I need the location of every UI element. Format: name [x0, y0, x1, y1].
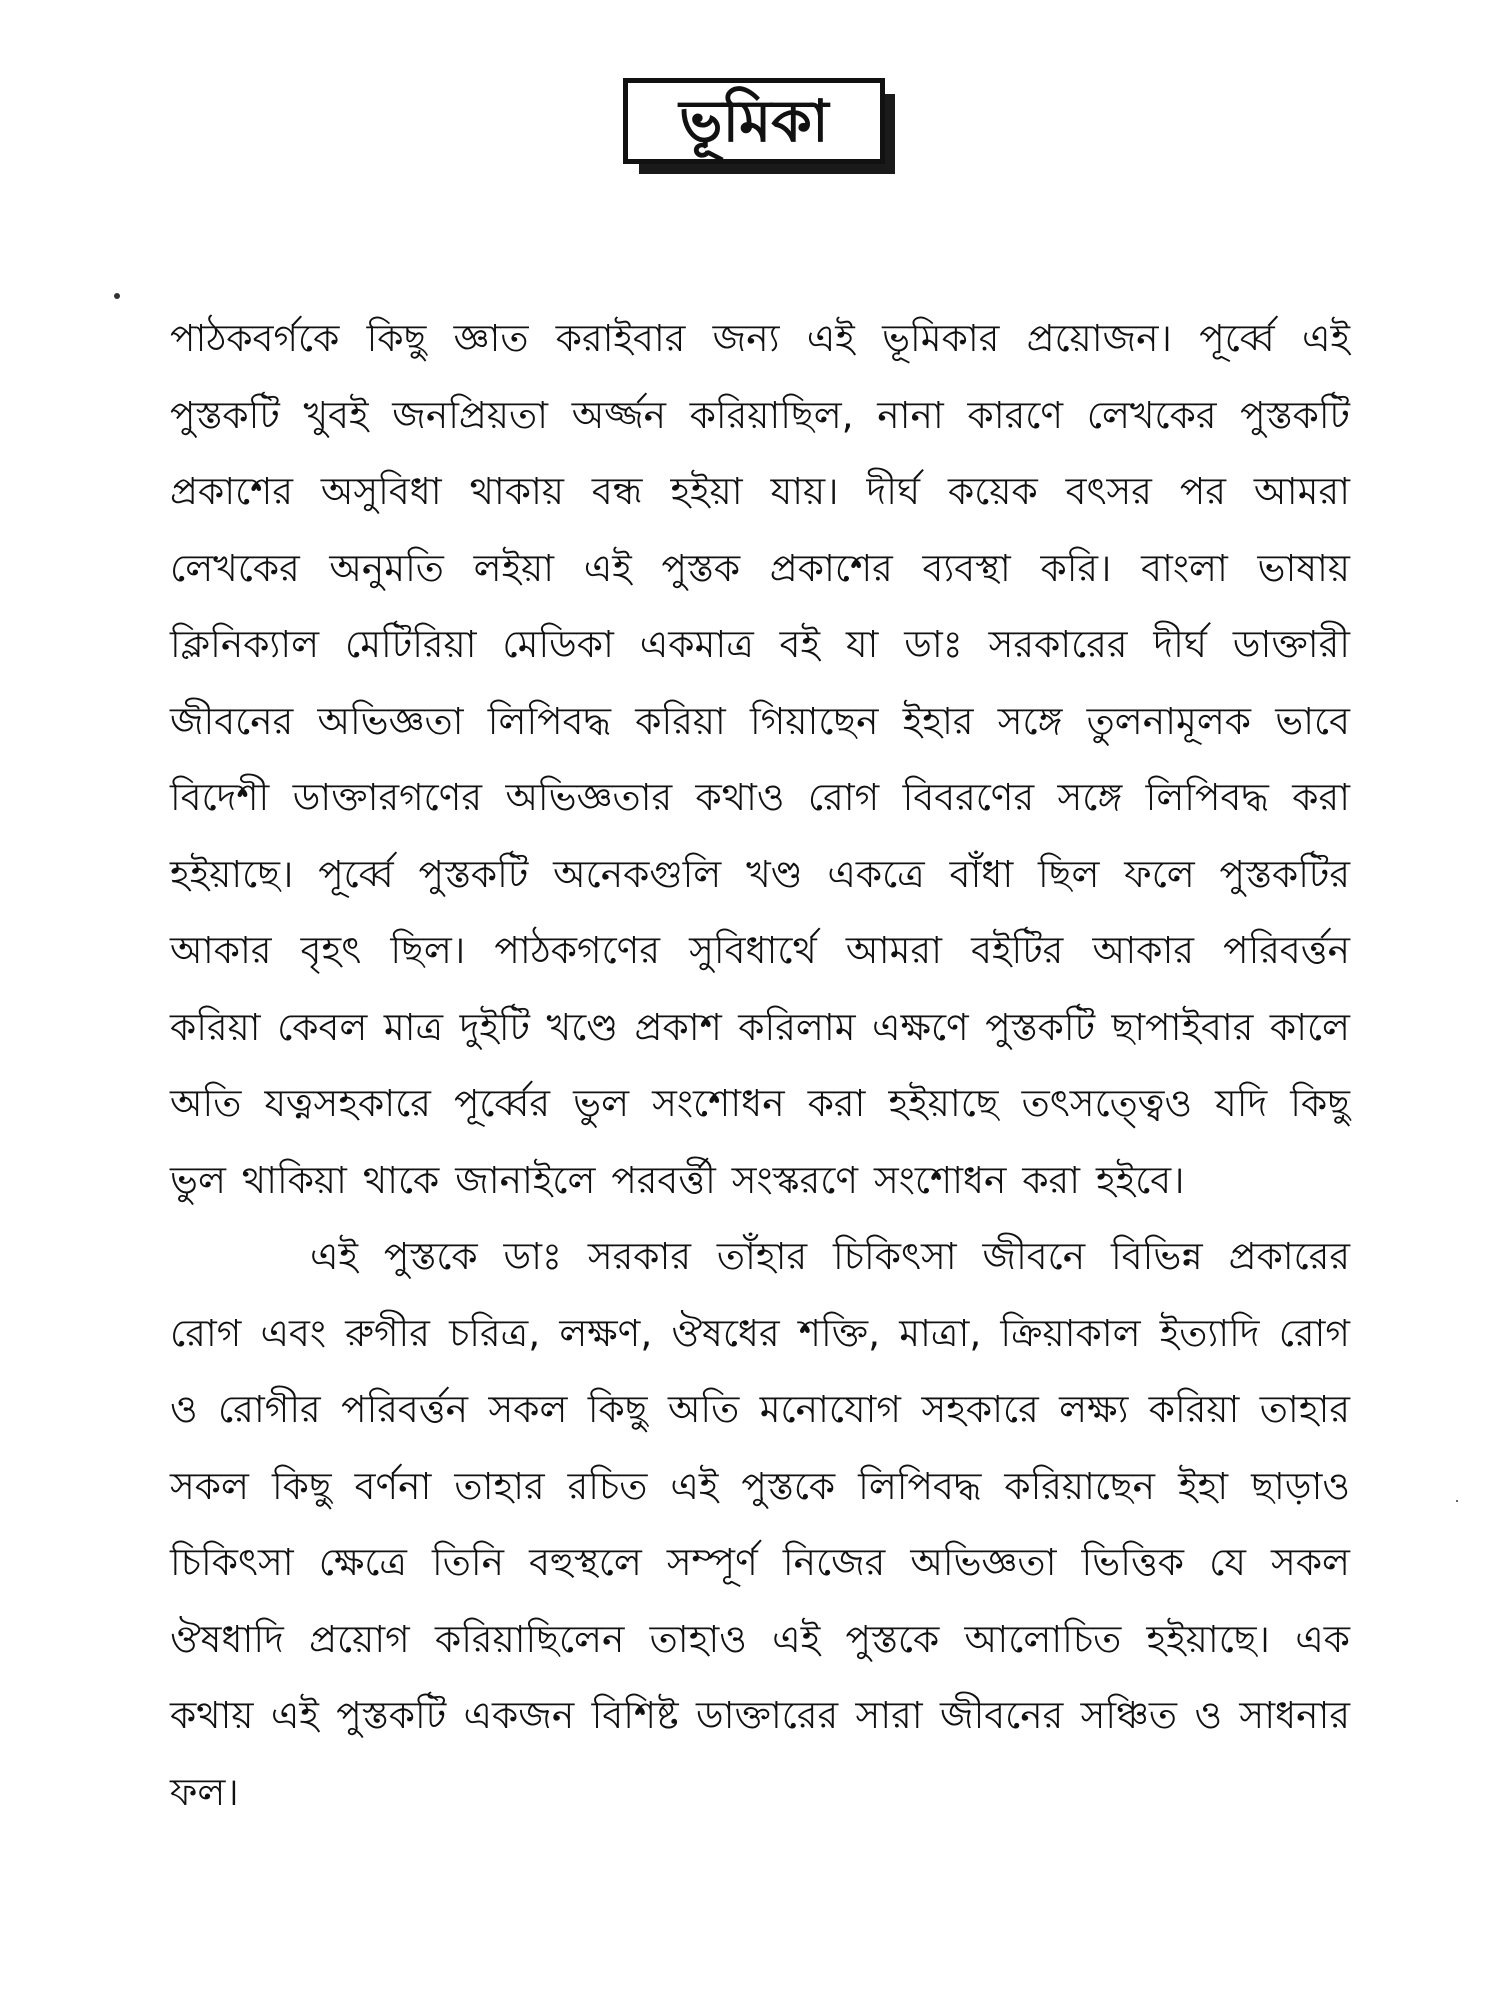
- paragraph-2: এই পুস্তকে ডাঃ সরকার তাঁহার চিকিৎসা জীবনে বিভিন্ন প্রকারের রোগ এবং রুগীর চরিত্র, লক্ষণ, ঔষধের শক্তি, মাত্রা, ক্রিয়াকাল ইত্যাদি রোগ ও রোগীর পরিবর্ত্তন সকল কিছু অতি মনোযোগ সহকারে লক্ষ্য করিয়া তাহার সকল কিছু বর্ণনা তাহার রচিত এই পুস্তকে লিপিবদ্ধ করিয়াছেন ইহা ছাড়াও চিকিৎসা ক্ষেত্রে তিনি বহুস্থলে সম্পূর্ণ নিজের অভিজ্ঞতা ভিত্তিক যে সকল ঔষধাদি প্রয়োগ করিয়াছিলেন তাহাও এই পুস্তকে আলোচিত হইয়াছে। এক কথায় এই পুস্তকটি একজন বিশিষ্ট ডাক্তারের সারা জীবনের সঞ্চিত ও সাধনার ফল।: [170, 1234, 1350, 1814]
- paragraph-1: পাঠকবর্গকে কিছু জ্ঞাত করাইবার জন্য এই ভূমিকার প্রয়োজন। পূর্ব্বে এই পুস্তকটি খুবই জনপ্রিয়তা অর্জ্জন করিয়াছিল, নানা কারণে লেখকের পুস্তকটি প্রকাশের অসুবিধা থাকায় বন্ধ হইয়া যায়। দীর্ঘ কয়েক বৎসর পর আমরা লেখকের অনুমতি লইয়া এই পুস্তক প্রকাশের ব্যবস্থা করি। বাংলা ভাষায় ক্লিনিক্যাল মেটিরিয়া মেডিকা একমাত্র বই যা ডাঃ সরকারের দীর্ঘ ডাক্তারী জীবনের অভিজ্ঞতা লিপিবদ্ধ করিয়া গিয়াছেন ইহার সঙ্গে তুলনামূলক ভাবে বিদেশী ডাক্তারগণের অভিজ্ঞতার কথাও রোগ বিবরণের সঙ্গে লিপিবদ্ধ করা হইয়াছে। পূর্ব্বে পুস্তকটি অনেকগুলি খণ্ড একত্রে বাঁধা ছিল ফলে পুস্তকটির আকার বৃহৎ ছিল। পাঠকগণের সুবিধার্থে আমরা বইটির আকার পরিবর্ত্তন করিয়া কেবল মাত্র দুইটি খণ্ডে প্রকাশ করিলাম এক্ষণে পুস্তকটি ছাপাইবার কালে অতি যত্নসহকারে পূর্ব্বের ভুল সংশোধন করা হইয়াছে তৎসত্ত্বেও যদি কিছু ভুল থাকিয়া থাকে জানাইলে পরবর্ত্তী সংস্করণে সংশোধন করা হইবে।: [170, 316, 1350, 1202]
- scan-speck: [1456, 1500, 1458, 1502]
- page-title: ভূমিকা: [623, 78, 885, 164]
- title-frame: [623, 78, 903, 173]
- body-text: [170, 300, 1350, 1830]
- scan-speck: [114, 293, 120, 299]
